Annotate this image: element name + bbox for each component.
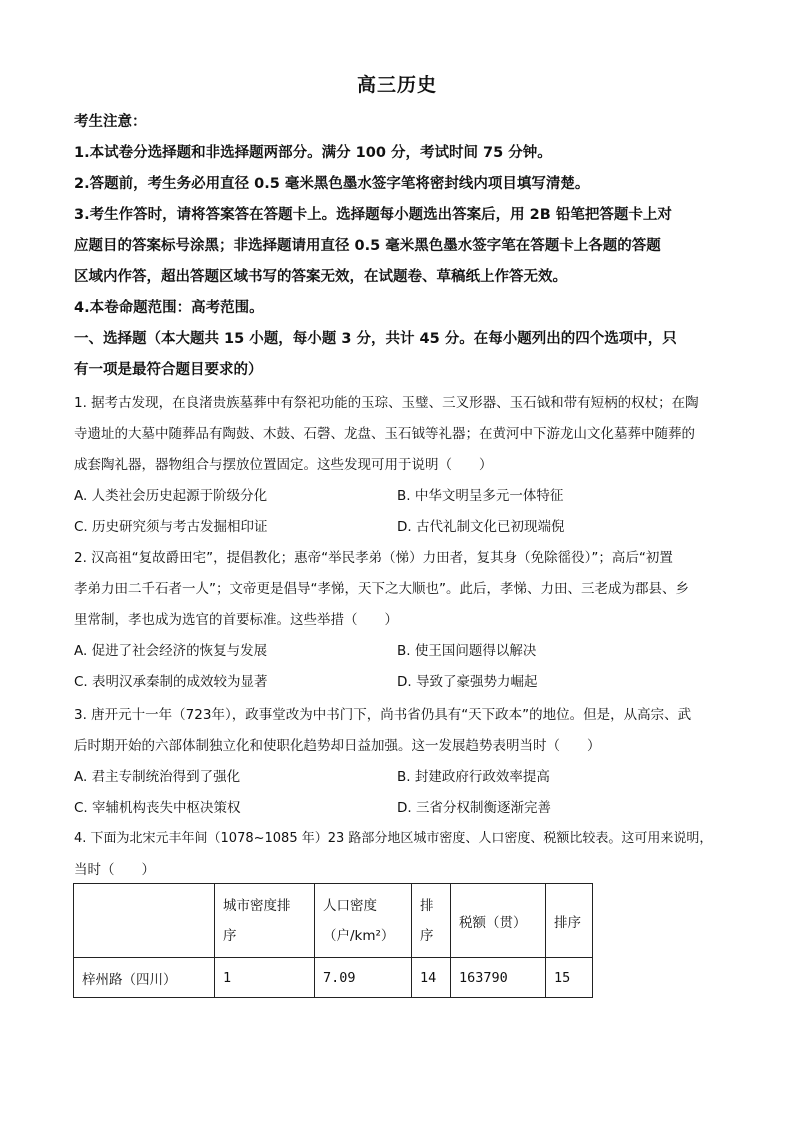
header-population-density: 人口密度 （户/km²） <box>315 884 412 958</box>
q1-option-b[interactable]: B. 中华文明呈多元一体特征 <box>397 488 564 504</box>
cell-rank-1: 14 <box>412 958 451 998</box>
cell-region: 梓州路（四川） <box>74 958 215 998</box>
q2-stem-line-1: 2. 汉高祖“复故爵田宅”，提倡教化；惠帝“举民孝弟（悌）力田者，复其身（免除徭役）”；高后“初置 <box>74 550 673 566</box>
q1-stem-line-2: 寺遗址的大墓中随葬品有陶鼓、木鼓、石磬、龙盘、玉石钺等礼器；在黄河中下游龙山文化墓葬中随葬的 <box>74 426 695 442</box>
notice-item-2: 2.答题前，考生务必用直径 0.5 毫米黑色墨水签字笔将密封线内项目填写清楚。 <box>74 176 590 192</box>
q4-stem-line-1: 4. 下面为北宋元丰年间（1078~1085 年）23 路部分地区城市密度、人口密度、税额比较表。这可用来说明， <box>74 831 713 846</box>
notice-item-4: 4.本卷命题范围：高考范围。 <box>74 300 264 316</box>
table-row <box>74 958 593 998</box>
q1-stem-line-1: 1. 据考古发现，在良渚贵族墓葬中有祭祀功能的玉琮、玉璧、三叉形器、玉石钺和带有短柄的权杖；在陶 <box>74 395 699 411</box>
q2-option-b[interactable]: B. 使王国问题得以解决 <box>397 643 537 659</box>
q2-stem-line-3: 里常制，孝也成为选官的首要标准。这些举措（ ） <box>74 612 398 628</box>
q1-option-d[interactable]: D. 古代礼制文化已初现端倪 <box>397 519 565 535</box>
header-tax: 税额（贯） <box>451 884 546 958</box>
header-region <box>74 884 215 958</box>
cell-city-density: 1 <box>215 958 315 998</box>
notice-header: 考生注意： <box>74 114 147 130</box>
q1-stem-line-3: 成套陶礼器，器物组合与摆放位置固定。这些发现可用于说明（ ） <box>74 457 493 473</box>
notice-item-1: 1.本试卷分选择题和非选择题两部分。满分 100 分，考试时间 75 分钟。 <box>74 145 552 161</box>
notice-item-3-line-2: 应题目的答案标号涂黑；非选择题请用直径 0.5 毫米黑色墨水签字笔在答题卡上各题的答题 <box>74 238 661 254</box>
q3-option-a[interactable]: A. 君主专制统治得到了强化 <box>74 769 241 785</box>
tax-comparison-table <box>73 883 593 998</box>
section-heading-line-1: 一、选择题（本大题共 15 小题，每小题 3 分，共计 45 分。在每小题列出的四个选项中，只 <box>74 331 677 347</box>
header-rank-2: 排序 <box>546 884 593 958</box>
q2-option-d[interactable]: D. 导致了豪强势力崛起 <box>397 674 538 690</box>
q3-option-b[interactable]: B. 封建政府行政效率提高 <box>397 769 550 785</box>
section-heading-line-2: 有一项是最符合题目要求的） <box>74 362 263 378</box>
table-header-row <box>74 884 593 958</box>
q2-option-a[interactable]: A. 促进了社会经济的恢复与发展 <box>74 643 268 659</box>
q2-stem-line-2: 孝弟力田二千石者一人”；文帝更是倡导“孝悌，天下之大顺也”。此后，孝悌、力田、三老成为郡县、乡 <box>74 581 689 597</box>
notice-item-3-line-3: 区域内作答，超出答题区域书写的答案无效，在试题卷、草稿纸上作答无效。 <box>74 269 567 285</box>
cell-rank-2: 15 <box>546 958 593 998</box>
q1-option-c[interactable]: C. 历史研究须与考古发掘相印证 <box>74 519 268 535</box>
notice-item-3-line-1: 3.考生作答时，请将答案答在答题卡上。选择题每小题选出答案后，用 2B 铅笔把答题卡上对 <box>74 207 672 223</box>
q2-option-c[interactable]: C. 表明汉承秦制的成效较为显著 <box>74 674 268 690</box>
header-city-density: 城市密度排 序 <box>215 884 315 958</box>
q4-stem-line-2: 当时（ ） <box>74 862 155 878</box>
header-rank-1: 排 序 <box>412 884 451 958</box>
q3-option-d[interactable]: D. 三省分权制衡逐渐完善 <box>397 800 551 816</box>
q3-stem-line-1: 3. 唐开元十一年（723年），政事堂改为中书门下，尚书省仍具有“天下政本”的地位。但是，从高宗、武 <box>74 707 692 723</box>
page-title: 高三历史 <box>356 74 437 96</box>
q3-option-c[interactable]: C. 宰辅机构丧失中枢决策权 <box>74 800 241 816</box>
q3-stem-line-2: 后时期开始的六部体制独立化和使职化趋势却日益加强。这一发展趋势表明当时（ ） <box>74 738 601 754</box>
cell-tax: 163790 <box>451 958 546 998</box>
cell-population-density: 7.09 <box>315 958 412 998</box>
q1-option-a[interactable]: A. 人类社会历史起源于阶级分化 <box>74 488 268 504</box>
